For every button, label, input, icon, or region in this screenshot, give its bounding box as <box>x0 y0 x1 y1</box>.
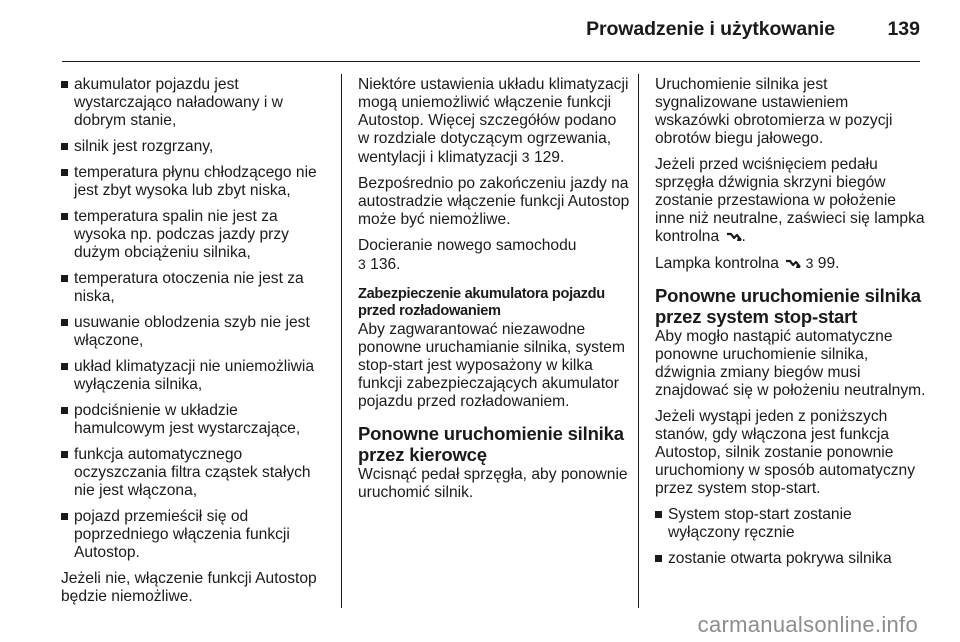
list-item: akumulator pojazdu jest wystarczająco naładowany i w dobrym stanie, <box>61 76 331 130</box>
bullet-icon <box>61 451 68 458</box>
paragraph: Lampka kontrolna 3 99. <box>655 255 840 272</box>
bullet-icon <box>61 363 68 370</box>
list-item: silnik jest rozgrzany, <box>61 138 331 156</box>
reference-arrow-icon: 3 <box>521 149 530 165</box>
page-reference[interactable]: 3 136. <box>358 256 401 273</box>
page-reference[interactable]: 3 99. <box>805 255 840 272</box>
list-item: funkcja automatycznego oczyszczania filtra cząstek stałych nie jest włączona, <box>61 446 331 500</box>
list-item: System stop-start zostanie wyłączony ręcznie <box>655 506 927 542</box>
watermark: carmanualsonline.info <box>697 612 918 637</box>
bullet-icon <box>61 81 68 88</box>
column-1 <box>61 76 331 614</box>
bullet-icon <box>61 513 68 520</box>
list-item: podciśnienie w układzie hamulcowym jest wystarczające, <box>61 402 331 438</box>
bullet-icon <box>61 275 68 282</box>
list-item: układ klimatyzacji nie uniemożliwia wyłączenia silnika, <box>61 358 331 394</box>
paragraph: Aby mogło nastąpić automatyczne ponowne uruchomienie silnika, dźwignia zmiany biegów musi znajdować się w położeniu neutralnym. <box>655 328 926 399</box>
list-item: temperatura otoczenia nie jest za niska, <box>61 270 331 306</box>
restart-conditions-list <box>655 506 927 568</box>
bullet-icon <box>655 511 662 518</box>
header-divider <box>62 61 920 62</box>
closing-paragraph: Jeżeli nie, włączenie funkcji Autostop będzie niemożliwe. <box>61 570 317 605</box>
bullet-icon <box>61 213 68 220</box>
bullet-icon <box>61 169 68 176</box>
column-divider-2 <box>638 74 639 608</box>
bullet-icon <box>655 555 662 562</box>
paragraph: Aby zagwarantować niezawodne ponowne uruchamianie silnika, system stop-start jest wyposażony w kilka funkcji zabezpieczających akumulator pojazdu przed rozładowaniem. <box>358 321 625 410</box>
reference-arrow-icon: 3 <box>805 255 814 271</box>
page-number: 139 <box>887 18 920 40</box>
column-3 <box>655 76 927 576</box>
list-item: pojazd przemieścił się od poprzedniego włączenia funkcji Autostop. <box>61 508 331 562</box>
bullet-icon <box>61 143 68 150</box>
conditions-list <box>61 76 331 562</box>
list-item: temperatura płynu chłodzącego nie jest zbyt wysoka lub zbyt niska, <box>61 164 331 200</box>
page-reference[interactable]: 3 129. <box>521 149 565 166</box>
paragraph: Docieranie nowego samochodu 3 136. <box>358 237 577 273</box>
page-header <box>0 0 960 64</box>
list-item: temperatura spalin nie jest za wysoka np. podczas jazdy przy dużym obciążeniu silnika, <box>61 208 331 262</box>
section-heading: Ponowne uruchomienie silnika przez kierowcę <box>358 423 624 465</box>
paragraph: Bezpośrednio po zakończeniu jazdy na autostradzie włączenie funkcji Autostop może być niemożliwe. <box>358 175 630 228</box>
shift-indicator-icon <box>726 232 742 242</box>
section-heading: Ponowne uruchomienie silnika przez system stop-start <box>655 285 921 327</box>
paragraph: Wcisnąć pedał sprzęgła, aby ponownie uruchomić silnik. <box>358 466 628 501</box>
paragraph: Uruchomienie silnika jest sygnalizowane ustawieniem wskazówki obrotomierza w pozycji obrotów biegu jałowego. <box>655 76 893 147</box>
shift-indicator-icon <box>785 259 801 269</box>
paragraph: Jeżeli przed wciśnięciem pedału sprzęgła dźwignia skrzyni biegów zostanie przestawiona w położenie inne niż neutralne, zaświeci się lampka kontrolna . <box>655 156 925 245</box>
bullet-icon <box>61 407 68 414</box>
subheading: Zabezpieczenie akumulatora pojazdu przed rozładowaniem <box>358 286 605 319</box>
list-item: zostanie otwarta pokrywa silnika <box>655 550 927 568</box>
bullet-icon <box>61 319 68 326</box>
reference-arrow-icon: 3 <box>358 256 366 272</box>
paragraph: Jeżeli wystąpi jeden z poniższych stanów, gdy włączona jest funkcja Autostop, silnik zostanie ponownie uruchomiony w sposób automatyczny przez system stop-start. <box>655 408 916 497</box>
column-2 <box>358 76 630 510</box>
column-divider-1 <box>341 74 342 608</box>
list-item: usuwanie oblodzenia szyb nie jest włączone, <box>61 314 331 350</box>
paragraph: Niektóre ustawienia układu klimatyzacji mogą uniemożliwić włączenie funkcji Autostop. Więcej szczegółów podano w rozdziale dotyczącym ogrzewania, wentylacji i klimatyzacji 3 129. <box>358 76 629 166</box>
page-title: Prowadzenie i użytkowanie <box>586 18 835 40</box>
